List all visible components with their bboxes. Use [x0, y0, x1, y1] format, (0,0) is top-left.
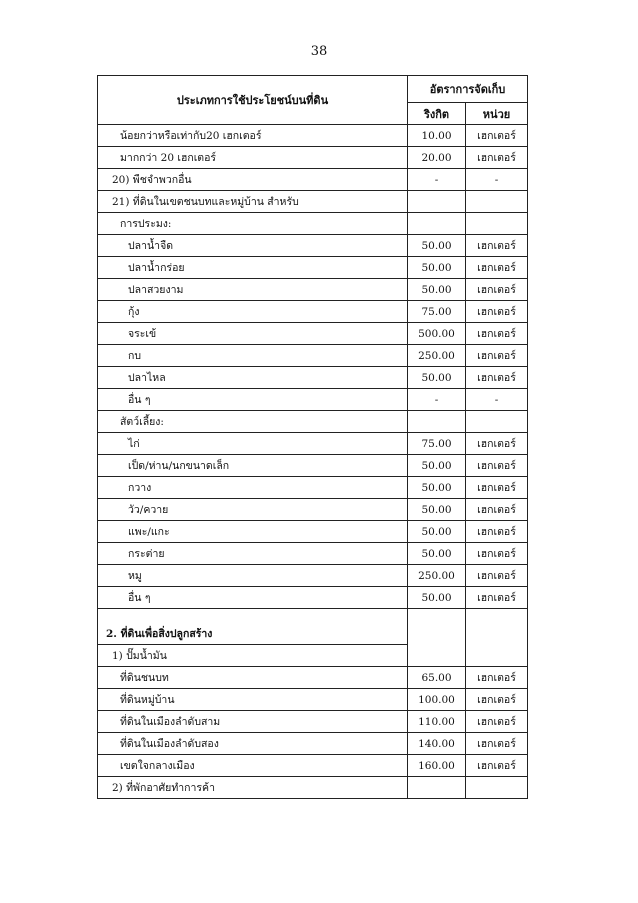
table-row — [98, 433, 528, 455]
row-unit: เฮกเตอร์ — [466, 147, 528, 169]
table-row — [98, 521, 528, 543]
row-rate: 10.00 — [408, 125, 466, 147]
row-label: เขตใจกลางเมือง — [98, 755, 408, 777]
table-row — [98, 455, 528, 477]
row-unit: เฮกเตอร์ — [466, 323, 528, 345]
section-spacer — [98, 609, 408, 624]
row-rate: 75.00 — [408, 433, 466, 455]
row-unit: เฮกเตอร์ — [466, 455, 528, 477]
row-rate: 160.00 — [408, 755, 466, 777]
row-unit: เฮกเตอร์ — [466, 733, 528, 755]
header-unit: หน่วย — [466, 103, 528, 125]
row-label: น้อยกว่าหรือเท่ากับ20 เฮกเตอร์ — [98, 125, 408, 147]
page-number: 38 — [310, 44, 328, 59]
table-row — [98, 125, 528, 147]
table-row — [98, 499, 528, 521]
table-row — [98, 367, 528, 389]
row-label: กุ้ง — [98, 301, 408, 323]
row-rate: 50.00 — [408, 499, 466, 521]
row-rate: 140.00 — [408, 733, 466, 755]
table-row — [98, 257, 528, 279]
table-row — [98, 235, 528, 257]
row-label: ปลาน้ำจืด — [98, 235, 408, 257]
row-unit: เฮกเตอร์ — [466, 367, 528, 389]
row-rate — [408, 213, 466, 235]
row-rate: 75.00 — [408, 301, 466, 323]
row-rate: - — [408, 389, 466, 411]
row-unit: เฮกเตอร์ — [466, 667, 528, 689]
row-rate: 500.00 — [408, 323, 466, 345]
row-rate: 50.00 — [408, 367, 466, 389]
row-label: อื่น ๆ — [98, 587, 408, 609]
row-label: ที่ดินในเมืองลำดับสาม — [98, 711, 408, 733]
row-label: เป็ด/ห่าน/นกขนาดเล็ก — [98, 455, 408, 477]
row-label: สัตว์เลี้ยง: — [98, 411, 408, 433]
row-label: ปลาน้ำกร่อย — [98, 257, 408, 279]
row-rate: 50.00 — [408, 235, 466, 257]
row-label: ที่ดินหมู่บ้าน — [98, 689, 408, 711]
row-label: ที่ดินในเมืองลำดับสอง — [98, 733, 408, 755]
row-rate: 50.00 — [408, 257, 466, 279]
header-ringgit: ริงกิต — [408, 103, 466, 125]
row-label: อื่น ๆ — [98, 389, 408, 411]
table-row — [98, 477, 528, 499]
table-row — [98, 733, 528, 755]
row-rate: 50.00 — [408, 587, 466, 609]
table-row — [98, 279, 528, 301]
row-rate: 100.00 — [408, 689, 466, 711]
row-label: ปลาสวยงาม — [98, 279, 408, 301]
table-row — [98, 411, 528, 433]
row-unit: เฮกเตอร์ — [466, 755, 528, 777]
table-row — [98, 191, 528, 213]
table-row — [98, 169, 528, 191]
table-row — [98, 323, 528, 345]
row-label: กวาง — [98, 477, 408, 499]
row-unit: เฮกเตอร์ — [466, 257, 528, 279]
row-label: 21) ที่ดินในเขตชนบทและหมู่บ้าน สำหรับ — [98, 191, 408, 213]
row-rate: 50.00 — [408, 279, 466, 301]
land-tax-table — [97, 75, 528, 799]
section-2-sub1: 1) ปั๊มน้ำมัน — [98, 645, 408, 667]
row-label: หมู — [98, 565, 408, 587]
row-label: มากกว่า 20 เฮกเตอร์ — [98, 147, 408, 169]
row-label: กระต่าย — [98, 543, 408, 565]
row-unit: เฮกเตอร์ — [466, 433, 528, 455]
table-row — [98, 147, 528, 169]
row-unit: - — [466, 169, 528, 191]
table-row — [98, 565, 528, 587]
row-rate: 50.00 — [408, 543, 466, 565]
table-row — [98, 755, 528, 777]
row-unit — [466, 411, 528, 433]
row-unit: เฮกเตอร์ — [466, 279, 528, 301]
table-row — [98, 587, 528, 609]
table-row — [98, 301, 528, 323]
row-label: กบ — [98, 345, 408, 367]
row-label: จระเข้ — [98, 323, 408, 345]
row-label: 20) พืชจำพวกอื่น — [98, 169, 408, 191]
row-unit: - — [466, 389, 528, 411]
row-unit: เฮกเตอร์ — [466, 565, 528, 587]
row-unit: เฮกเตอร์ — [466, 125, 528, 147]
table-row — [98, 345, 528, 367]
row-rate: 250.00 — [408, 345, 466, 367]
row-rate: - — [408, 169, 466, 191]
row-rate — [408, 411, 466, 433]
section-2-sub2: 2) ที่พักอาศัยทำการค้า — [98, 777, 408, 799]
row-label: ไก่ — [98, 433, 408, 455]
row-rate: 50.00 — [408, 521, 466, 543]
table-row — [98, 667, 528, 689]
row-unit: เฮกเตอร์ — [466, 521, 528, 543]
row-rate: 65.00 — [408, 667, 466, 689]
row-label: ปลาไหล — [98, 367, 408, 389]
header-rate-group: อัตราการจัดเก็บ — [408, 76, 528, 103]
section-2-title: 2. ที่ดินเพื่อสิ่งปลูกสร้าง — [98, 623, 408, 645]
row-unit: เฮกเตอร์ — [466, 235, 528, 257]
row-rate — [408, 191, 466, 213]
table-row — [98, 711, 528, 733]
table-row — [98, 543, 528, 565]
header-land-type: ประเภทการใช้ประโยชน์บนที่ดิน — [98, 76, 408, 125]
row-unit: เฮกเตอร์ — [466, 301, 528, 323]
row-label: ที่ดินชนบท — [98, 667, 408, 689]
table-row — [98, 213, 528, 235]
row-label: วัว/ควาย — [98, 499, 408, 521]
row-unit: เฮกเตอร์ — [466, 711, 528, 733]
row-label: แพะ/แกะ — [98, 521, 408, 543]
row-label: การประมง: — [98, 213, 408, 235]
row-rate: 110.00 — [408, 711, 466, 733]
row-unit: เฮกเตอร์ — [466, 345, 528, 367]
row-unit: เฮกเตอร์ — [466, 477, 528, 499]
row-rate: 50.00 — [408, 455, 466, 477]
row-unit — [466, 213, 528, 235]
row-unit — [466, 191, 528, 213]
row-rate: 50.00 — [408, 477, 466, 499]
table-row — [98, 389, 528, 411]
row-unit: เฮกเตอร์ — [466, 543, 528, 565]
row-rate: 20.00 — [408, 147, 466, 169]
row-rate: 250.00 — [408, 565, 466, 587]
table-row — [98, 689, 528, 711]
row-unit: เฮกเตอร์ — [466, 499, 528, 521]
row-unit: เฮกเตอร์ — [466, 689, 528, 711]
row-unit: เฮกเตอร์ — [466, 587, 528, 609]
